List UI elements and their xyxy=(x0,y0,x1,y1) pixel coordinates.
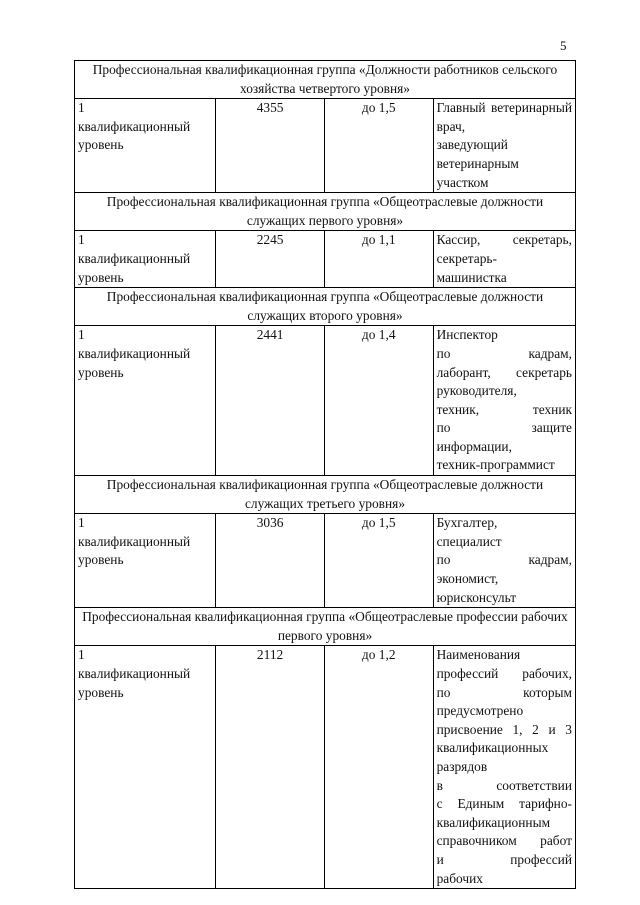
positions-cell xyxy=(433,99,575,193)
level-line: квалификационный xyxy=(78,345,191,361)
group-header-row xyxy=(75,476,576,514)
position-line: присвоение 1, 2 и 3 xyxy=(436,721,572,737)
level-line: квалификационный xyxy=(78,118,191,134)
qualification-level-cell xyxy=(75,231,216,288)
position-line: Главный ветеринарный врач, xyxy=(436,100,572,134)
table-body xyxy=(75,61,576,889)
table-row xyxy=(75,646,576,889)
level-line: 1 xyxy=(78,515,85,531)
qualification-level-cell xyxy=(75,326,216,476)
coefficient-cell: до 1,5 xyxy=(324,99,433,193)
table-row xyxy=(75,514,576,608)
position-line: Наименования xyxy=(436,647,521,663)
table-row xyxy=(75,99,576,193)
position-line: ветеринарным xyxy=(436,155,519,171)
position-line: в соответствии xyxy=(436,777,572,793)
position-line: лаборант, секретарь xyxy=(436,364,572,380)
level-line: квалификационный xyxy=(78,250,191,266)
position-line: информации, xyxy=(436,438,512,454)
salary-code-cell: 4355 xyxy=(216,99,325,193)
position-line: участком xyxy=(436,174,489,190)
positions-cell xyxy=(433,231,575,288)
coefficient-cell: до 1,2 xyxy=(324,646,433,889)
position-line: по кадрам, xyxy=(436,552,572,568)
page-number: 5 xyxy=(560,38,567,53)
positions-cell xyxy=(433,326,575,476)
level-line: 1 xyxy=(78,647,85,663)
group-header-row xyxy=(75,608,576,646)
group-title: Профессиональная квалификационная группа «Должности работников сельского хозяйства четвертого уровня» xyxy=(75,61,576,99)
position-line: и профессий xyxy=(436,851,572,867)
level-line: квалификационный xyxy=(78,533,191,549)
salary-code-cell: 2112 xyxy=(216,646,325,889)
table-row xyxy=(75,231,576,288)
level-line: 1 xyxy=(78,100,85,116)
level-line: уровень xyxy=(78,269,124,285)
position-line: с Единым тарифно- xyxy=(436,796,572,812)
position-line: заведующий xyxy=(436,137,508,153)
coefficient-cell: до 1,5 xyxy=(324,514,433,608)
qualification-level-cell xyxy=(75,514,216,608)
position-line: специалист xyxy=(436,533,502,549)
position-line: секретарь- xyxy=(436,250,497,266)
position-line: профессий рабочих, xyxy=(436,666,572,681)
level-line: квалификационный xyxy=(78,666,191,681)
position-line: квалификационным xyxy=(436,814,551,830)
position-line: рабочих xyxy=(436,870,483,886)
position-line: руководителя, xyxy=(436,383,517,399)
position-line: по кадрам, xyxy=(436,345,572,361)
positions-cell xyxy=(433,514,575,608)
group-title: Профессиональная квалификационная группа «Общеотраслевые должности служащих третьего уровня» xyxy=(75,476,576,514)
position-line: справочником работ xyxy=(436,833,572,849)
position-line: по защите xyxy=(436,420,572,436)
qualification-level-cell xyxy=(75,646,216,889)
qualification-groups-table xyxy=(74,60,576,889)
level-line: 1 xyxy=(78,232,85,248)
table-row xyxy=(75,326,576,476)
position-line: машинистка xyxy=(436,269,507,285)
position-line: техник, техник xyxy=(436,401,572,417)
group-header-row xyxy=(75,61,576,99)
level-line: уровень xyxy=(78,137,124,153)
position-line: Кассир, секретарь, xyxy=(436,232,572,248)
position-line: разрядов xyxy=(436,758,488,774)
group-title: Профессиональная квалификационная группа «Общеотраслевые должности служащих второго уровня» xyxy=(75,288,576,326)
level-line: уровень xyxy=(78,364,124,380)
coefficient-cell: до 1,4 xyxy=(324,326,433,476)
level-line: 1 xyxy=(78,327,85,343)
position-line: квалификационных xyxy=(436,740,549,756)
positions-cell xyxy=(433,646,575,889)
qualification-level-cell xyxy=(75,99,216,193)
position-line: предусмотрено xyxy=(436,703,524,719)
coefficient-cell: до 1,1 xyxy=(324,231,433,288)
salary-code-cell: 2245 xyxy=(216,231,325,288)
group-title: Профессиональная квалификационная группа «Общеотраслевые профессии рабочих первого уровня» xyxy=(75,608,576,646)
position-line: Инспектор xyxy=(436,327,498,343)
position-line: техник-программист xyxy=(436,457,555,473)
salary-code-cell: 2441 xyxy=(216,326,325,476)
position-line: по которым xyxy=(436,684,572,700)
position-line: юрисконсульт xyxy=(436,589,517,605)
level-line: уровень xyxy=(78,552,124,568)
position-line: экономист, xyxy=(436,571,499,587)
position-line: Бухгалтер, xyxy=(436,515,498,531)
level-line: уровень xyxy=(78,684,124,700)
group-title: Профессиональная квалификационная группа «Общеотраслевые должности служащих первого уровня» xyxy=(75,193,576,231)
salary-code-cell: 3036 xyxy=(216,514,325,608)
group-header-row xyxy=(75,193,576,231)
group-header-row xyxy=(75,288,576,326)
